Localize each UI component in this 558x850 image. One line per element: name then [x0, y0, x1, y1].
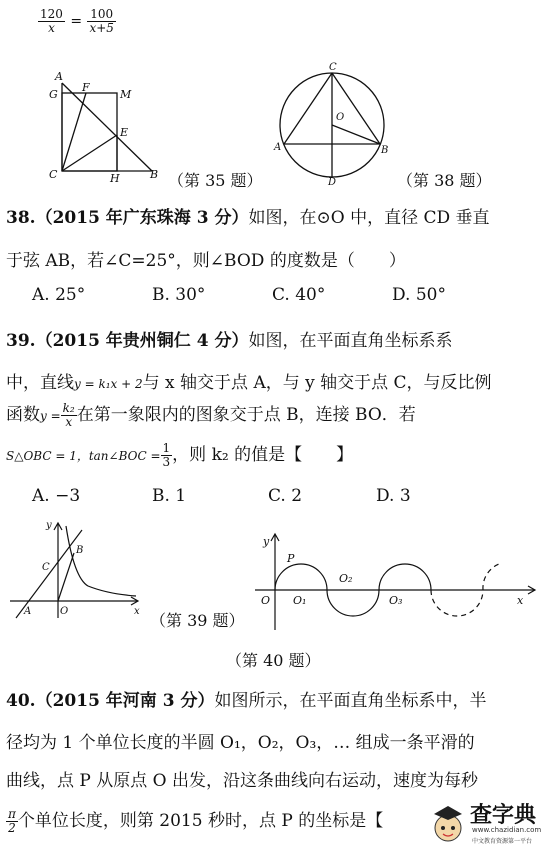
q40-line1	[6, 686, 486, 711]
q40-speed-fraction	[6, 808, 18, 835]
q39-line-formula: y = k₁x + 2	[74, 377, 143, 391]
q38-option-b: B. 30°	[152, 285, 206, 305]
label-o: O	[60, 606, 69, 617]
label-o3: O₃	[389, 594, 403, 607]
q39-number: 39.	[6, 331, 36, 351]
label-c: C	[42, 562, 50, 573]
figure-38	[270, 60, 395, 185]
label-b: B	[76, 545, 84, 556]
watermark-title: 查字典	[470, 803, 537, 828]
q39-text-2b: 与 x 轴交于点 A，与 y 轴交于点 C，与反比例	[142, 373, 492, 393]
q39-func-den: x	[65, 415, 73, 429]
q39-text-4b: ，则 k₂ 的值是【 】	[172, 445, 354, 465]
rhs-fraction	[87, 8, 115, 35]
caption-40: （第 40 题）	[226, 651, 321, 670]
figure-40	[255, 530, 545, 640]
q39-tan-num: 1	[162, 441, 171, 455]
caption-38: （第 38 题）	[397, 171, 492, 190]
q39-text-3a: 函数	[6, 405, 40, 425]
lhs-numerator: 120	[40, 7, 63, 21]
caption-35: （第 35 题）	[168, 171, 263, 190]
q39-option-c: C. 2	[268, 486, 303, 506]
label-c: C	[49, 168, 58, 181]
label-x: x	[517, 594, 524, 607]
q39-text-1: 如图，在平面直角坐标系系	[248, 331, 453, 351]
q39-line4	[6, 440, 353, 469]
q40-line4	[6, 806, 383, 835]
rhs-denominator: x+5	[89, 21, 114, 35]
q39-text-3b: 在第一象限内的图象交于点 B，连接 BO．若	[76, 405, 416, 425]
q38-option-c: C. 40°	[272, 285, 326, 305]
figure-39	[8, 518, 148, 623]
q40-source: （2015 年河南 3 分）	[35, 691, 215, 711]
lhs-denominator: x	[48, 21, 55, 35]
q39-tan-den: 3	[162, 455, 171, 469]
q40-line2: 径均为 1 个单位长度的半圆 O₁，O₂，O₃，… 组成一条平滑的	[6, 733, 475, 753]
q39-line3	[6, 400, 416, 429]
q40-speed-num: π	[8, 807, 16, 821]
label-y: y	[263, 535, 270, 548]
q38-text-1: 如图，在⊙O 中，直径 CD 垂直	[248, 208, 490, 228]
label-a: A	[24, 606, 32, 617]
q38-line1	[6, 203, 490, 228]
q39-option-d: D. 3	[376, 486, 411, 506]
label-p: P	[287, 552, 295, 565]
label-f: F	[82, 81, 90, 94]
q40-text-4: 个单位长度，则第 2015 秒时，点 P 的坐标是【	[17, 811, 384, 831]
q38-option-a: A. 25°	[32, 285, 86, 305]
q39-line1	[6, 326, 452, 351]
label-g: G	[49, 88, 58, 101]
watermark-url: www.chazidian.com	[472, 826, 542, 834]
q39-tan-fraction	[161, 442, 173, 469]
q40-text-1: 如图所示，在平面直角坐标系中，半	[214, 691, 487, 711]
q40-speed-den: 2	[8, 821, 16, 835]
q38-option-d: D. 50°	[392, 285, 446, 305]
q39-option-a: A. −3	[32, 486, 81, 506]
q38-line2: 于弦 AB，若∠C=25°，则∠BOD 的度数是（ ）	[6, 251, 406, 271]
q39-line2	[6, 368, 492, 393]
figure-35	[40, 70, 170, 185]
q38-number: 38.	[6, 208, 36, 228]
label-m: M	[120, 88, 132, 101]
label-h: H	[110, 172, 120, 185]
q40-number: 40.	[6, 691, 36, 711]
label-e: E	[120, 126, 129, 139]
label-d: D	[328, 177, 337, 185]
q39-func-fraction	[61, 402, 77, 429]
label-y: y	[46, 520, 52, 531]
q39-option-b: B. 1	[152, 486, 187, 506]
label-o1: O₁	[293, 594, 307, 607]
lhs-fraction	[38, 8, 65, 35]
label-b: B	[381, 145, 389, 156]
watermark-sub: 中文教育资源第一平台	[472, 838, 533, 845]
label-o2: O₂	[339, 572, 353, 585]
label-a: A	[55, 70, 63, 83]
q38-source: （2015 年广东珠海 3 分）	[35, 208, 249, 228]
top-equation: $\frac{120}{x}$ = $\frac{100}{x+5}$	[40, 7, 114, 35]
q39-source: （2015 年贵州铜仁 4 分）	[35, 331, 249, 351]
label-o: O	[336, 112, 345, 123]
q39-text-2a: 中，直线	[6, 373, 74, 393]
q39-func-y: y =	[40, 409, 61, 423]
label-o: O	[261, 594, 271, 607]
label-c: C	[329, 62, 337, 73]
rhs-numerator: 100	[87, 8, 115, 22]
watermark-logo	[432, 798, 552, 846]
label-x: x	[134, 606, 140, 617]
q40-line3: 曲线，点 P 从原点 O 出发，沿这条曲线向右运动，速度为每秒	[6, 771, 478, 791]
q39-func-num: k₂	[62, 401, 75, 415]
caption-39: （第 39 题）	[150, 611, 245, 630]
label-b: B	[150, 168, 159, 181]
q39-area-tan: S△OBC = 1，tan∠BOC =	[6, 449, 161, 463]
label-a: A	[274, 142, 282, 153]
